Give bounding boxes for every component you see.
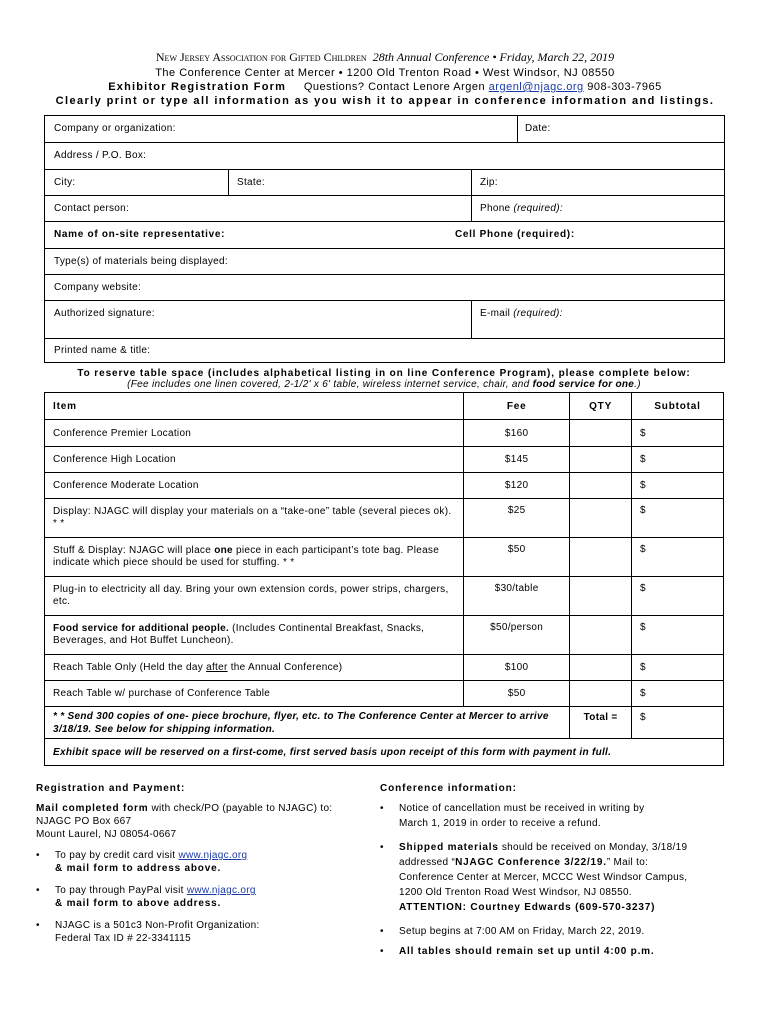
- subtotal-cell[interactable]: $: [632, 681, 724, 707]
- conference-info-list: [380, 801, 740, 959]
- company-field[interactable]: Company or organization:: [54, 123, 176, 134]
- item-cell: Stuff & Display: NJAGC will place one piece in each participant’s tote bag. Please indicate which piece should be used for stuffing. * *: [45, 538, 464, 577]
- mail-address-line2: Mount Laurel, NJ 08054-0667: [36, 829, 177, 840]
- col-header-item: Item: [45, 393, 464, 420]
- qty-input[interactable]: [570, 499, 632, 538]
- subtotal-cell[interactable]: $: [632, 655, 724, 681]
- state-field[interactable]: State:: [228, 170, 471, 195]
- table-row: [45, 538, 724, 577]
- qty-input[interactable]: [570, 616, 632, 655]
- conference-info-title: Conference information:: [380, 783, 517, 794]
- fee-cell: $120: [464, 473, 570, 499]
- address-field[interactable]: Address / P.O. Box:: [54, 150, 147, 161]
- col-header-fee: Fee: [464, 393, 570, 420]
- table-row: [45, 655, 724, 681]
- fee-cell: $30/table: [464, 577, 570, 616]
- subtotal-cell[interactable]: $: [632, 499, 724, 538]
- form-title-line: [0, 81, 770, 93]
- list-item: • To pay by credit card visit www.njagc.org & mail form to address above.: [36, 849, 356, 875]
- org-name: New Jersey Association for Gifted Children: [155, 50, 367, 64]
- table-row: [45, 681, 724, 707]
- row-contact: [45, 195, 724, 221]
- qty-input[interactable]: [570, 577, 632, 616]
- registration-section: [36, 782, 356, 945]
- registration-title: Registration and Payment:: [36, 783, 186, 794]
- fees-header-row: [45, 393, 724, 420]
- total-value[interactable]: $: [632, 707, 724, 739]
- fee-cell: $50: [464, 681, 570, 707]
- table-row: [45, 447, 724, 473]
- table-row: [45, 616, 724, 655]
- list-item: • To pay through PayPal visit www.njagc.org & mail form to above address.: [36, 884, 356, 910]
- table-row: [45, 577, 724, 616]
- item-cell: Conference High Location: [45, 447, 464, 473]
- item-cell: Reach Table w/ purchase of Conference Table: [45, 681, 464, 707]
- questions-text: Questions? Contact Lenore Argen: [303, 81, 486, 93]
- contact-form: [44, 115, 725, 363]
- fee-cell: $50: [464, 538, 570, 577]
- payment-list: [36, 849, 356, 945]
- venue-line: The Conference Center at Mercer • 1200 Old Trenton Road • West Windsor, NJ 08550: [155, 67, 615, 79]
- contact-email-link[interactable]: argenl@njagc.org: [488, 81, 584, 93]
- mail-address-line1: NJAGC PO Box 667: [36, 816, 132, 827]
- qty-input[interactable]: [570, 538, 632, 577]
- table-notice-title: To reserve table space (includes alphabetical listing in on line Conference Program), please complete below:: [77, 368, 691, 379]
- row-onsite: [45, 221, 724, 248]
- row-website: [45, 274, 724, 300]
- qty-input[interactable]: [570, 420, 632, 447]
- list-item: • NJAGC is a 501c3 Non-Profit Organization: Federal Tax ID # 22-3341115: [36, 919, 356, 945]
- row-company: [45, 116, 724, 142]
- subtotal-cell[interactable]: $: [632, 473, 724, 499]
- item-cell: Food service for additional people. (Includes Continental Breakfast, Snacks, Beverages, and Hot Buffet Luncheon).: [45, 616, 464, 655]
- contact-person-field[interactable]: Contact person:: [54, 203, 130, 214]
- conference-heading: [0, 50, 770, 65]
- printed-name-field[interactable]: Printed name & title:: [54, 345, 151, 356]
- conference-info-section: [380, 782, 740, 959]
- paypal-link[interactable]: www.njagc.org: [186, 885, 256, 896]
- zip-field[interactable]: Zip:: [471, 170, 724, 195]
- item-cell: Conference Premier Location: [45, 420, 464, 447]
- total-label: Total =: [570, 707, 632, 739]
- website-field[interactable]: Company website:: [54, 282, 142, 293]
- subtotal-cell[interactable]: $: [632, 447, 724, 473]
- fee-cell: $160: [464, 420, 570, 447]
- phone-field[interactable]: Phone (required):: [471, 196, 724, 221]
- item-cell: Conference Moderate Location: [45, 473, 464, 499]
- row-address: [45, 142, 724, 169]
- total-row: [45, 707, 724, 739]
- fee-cell: $50/person: [464, 616, 570, 655]
- date-field[interactable]: Date:: [517, 116, 724, 142]
- materials-field[interactable]: Type(s) of materials being displayed:: [54, 256, 228, 267]
- fee-cell: $145: [464, 447, 570, 473]
- subtotal-cell[interactable]: $: [632, 420, 724, 447]
- email-field[interactable]: E-mail (required):: [471, 301, 724, 338]
- item-cell: Display: NJAGC will display your materials on a “take-one” table (several pieces ok). * *: [45, 499, 464, 538]
- qty-input[interactable]: [570, 681, 632, 707]
- list-item: • Notice of cancellation must be received in writing by March 1, 2019 in order to receive a refund.: [380, 801, 740, 831]
- list-item: • Shipped materials should be received on Monday, 3/18/19 addressed “NJAGC Conference 3/22/19.” Mail to: Conference Center at Mercer, MCCC West Windsor Campus, 1200 Old Trenton Road West Windsor, NJ 08550. ATTENTION: Courtney Edwards (609-570-3237): [380, 840, 740, 915]
- row-signature: [45, 300, 724, 338]
- instruction-line: Clearly print or type all information as you wish it to appear in conference information and listings.: [55, 95, 715, 107]
- exhibit-note: Exhibit space will be reserved on a first-come, first served basis upon receipt of this form with payment in full.: [45, 739, 724, 766]
- row-printed-name: [45, 338, 724, 362]
- list-item: • Setup begins at 7:00 AM on Friday, March 22, 2019.: [380, 924, 740, 939]
- contact-phone: 908-303-7965: [587, 81, 662, 93]
- qty-input[interactable]: [570, 473, 632, 499]
- qty-input[interactable]: [570, 447, 632, 473]
- form-title: Exhibitor Registration Form: [108, 81, 287, 93]
- cell-phone-field[interactable]: Cell Phone (required):: [455, 229, 575, 240]
- table-row: [45, 499, 724, 538]
- list-item: • All tables should remain set up until 4:00 p.m.: [380, 944, 740, 959]
- item-cell: Plug-in to electricity all day. Bring your own extension cords, power strips, chargers, etc.: [45, 577, 464, 616]
- table-notice: [44, 368, 724, 390]
- qty-input[interactable]: [570, 655, 632, 681]
- signature-field[interactable]: Authorized signature:: [54, 308, 155, 319]
- city-field[interactable]: City:: [54, 177, 76, 188]
- mail-instructions: Mail completed form with check/PO (payable to NJAGC) to:: [36, 803, 333, 814]
- fee-cell: $100: [464, 655, 570, 681]
- shipping-note: * * Send 300 copies of one- piece brochure, flyer, etc. to The Conference Center at Mercer to arrive 3/18/19. See below for shipping information.: [45, 707, 570, 739]
- col-header-subtotal: Subtotal: [632, 393, 724, 420]
- subtotal-cell[interactable]: $: [632, 616, 724, 655]
- item-cell: Reach Table Only (Held the day after the Annual Conference): [45, 655, 464, 681]
- fee-cell: $25: [464, 499, 570, 538]
- event-info: 28th Annual Conference • Friday, March 22, 2019: [372, 50, 615, 64]
- exhibit-row: [45, 739, 724, 766]
- col-header-qty: QTY: [570, 393, 632, 420]
- credit-card-link[interactable]: www.njagc.org: [178, 850, 248, 861]
- table-row: [45, 473, 724, 499]
- onsite-rep-field[interactable]: Name of on-site representative:: [54, 229, 226, 240]
- row-city: [45, 169, 724, 195]
- table-notice-sub: (Fee includes one linen covered, 2-1/2' x 6' table, wireless internet service, chair, and food service for one.): [127, 379, 641, 390]
- row-materials: [45, 248, 724, 274]
- fees-table: [44, 392, 724, 766]
- subtotal-cell[interactable]: $: [632, 538, 724, 577]
- table-row: [45, 420, 724, 447]
- subtotal-cell[interactable]: $: [632, 577, 724, 616]
